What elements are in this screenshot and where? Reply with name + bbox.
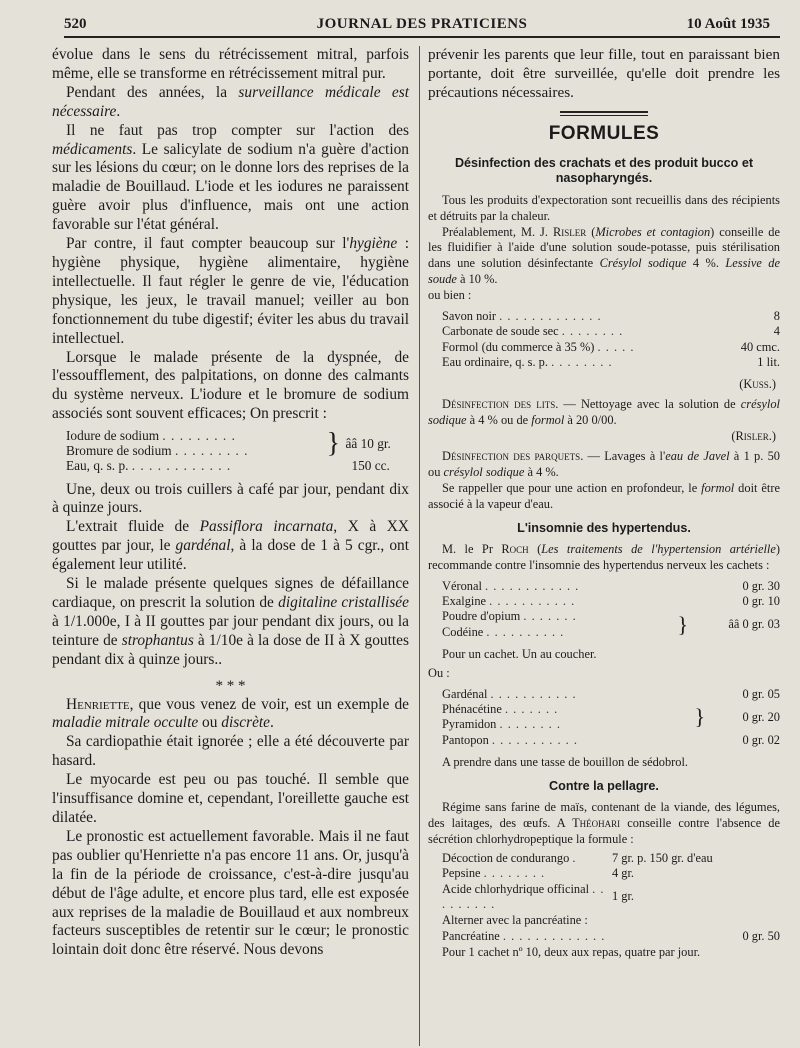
ingredient: Carbonate de soude sec . . . . . . . . bbox=[442, 324, 624, 339]
dose: 1 lit. bbox=[757, 354, 780, 369]
paragraph: L'extrait fluide de Passiflora incarnata, X à XX gouttes par jour, le gardénal, à la dose de 1 à 5 cgr., ont également leur utilité. bbox=[52, 518, 409, 574]
right-column bbox=[428, 46, 780, 960]
dose: 0 gr. 30 bbox=[742, 578, 780, 593]
paragraph: Lorsque le malade présente de la dyspnée, de l'essoufflement, des palpitations, on donne des calmants du système nerveux. L'iodure et le bromure de sodium associés sont souvent efficaces; On prescrit : bbox=[52, 348, 409, 423]
brace: } bbox=[677, 611, 689, 637]
page-number: 520 bbox=[64, 16, 87, 32]
dose: 150 cc. bbox=[351, 457, 390, 473]
paragraph: ou bien : bbox=[428, 288, 472, 303]
ingredient: Pancréatine . . . . . . . . . . . . . bbox=[442, 929, 606, 944]
prescription-savon bbox=[428, 309, 780, 370]
paragraph: prévenir les parents que leur fille, tout en paraissant bien portante, doit être surveillée, qu'elle doit prendre les précautions nécessaires. bbox=[428, 46, 780, 101]
issue-date: 10 Août 1935 bbox=[686, 16, 770, 32]
left-column bbox=[52, 46, 409, 960]
dose: 0 gr. 50 bbox=[742, 929, 780, 944]
ingredient: Pepsine . . . . . . . . bbox=[442, 866, 546, 881]
ingredient: Acide chlorhydrique officinal . . . . . . . . . bbox=[442, 881, 605, 912]
dose: 4 bbox=[773, 324, 780, 339]
ingredient: Décoction de condurango . bbox=[442, 851, 577, 866]
ingredient: Phénacétine . . . . . . . bbox=[442, 702, 559, 717]
paragraph: Une, deux ou trois cuillers à café par jour, pendant dix à quinze jours. bbox=[52, 480, 409, 517]
dose: ââ 0 gr. 03 bbox=[728, 617, 780, 632]
paragraph: Pendant des années, la surveillance médicale est nécessaire. bbox=[52, 83, 410, 120]
ingredient: Bromure de sodium . . . . . . . . . bbox=[66, 442, 249, 458]
subsection-title: Désinfection des crachats et des produit bucco et nasopharyngés. bbox=[454, 155, 754, 186]
paragraph: Le pronostic est actuellement favorable. Mais il ne faut pas oublier qu'Henriette n'a pas encore 11 ans. Or, jusqu'à la fin de la période de croissance, c'est-à-dire jusqu'au début de l'âge adulte, et encore plus tard, elle est exposée aux reprises de la maladie de Bouillaud et aux nombreux facteurs susceptibles de retentir sur le cœur; le pronostic lointain doit donc être réservé. Nous devons bbox=[52, 827, 409, 959]
prescription-condurango bbox=[428, 851, 780, 912]
section-title: FORMULES bbox=[548, 122, 660, 144]
ingredient: Iodure de sodium . . . . . . . . . bbox=[66, 428, 236, 444]
ingredient: Gardénal . . . . . . . . . . . bbox=[442, 686, 577, 701]
paragraph: Pour un cachet. Un au coucher. bbox=[442, 647, 597, 661]
page-header bbox=[64, 12, 780, 38]
paragraph: A prendre dans une tasse de bouillon de sédobrol. bbox=[442, 755, 689, 769]
paragraph: Par contre, il faut compter beaucoup sur l'hygiène : hygiène physique, hygiène alimentaire, hygiène intellectuelle. Il faut régler le genre de vie, l'éducation physique, les jeux, le travail manuel; veiller au bon fonctionnement du tube digestif; éviter les abus du travail intellectuel. bbox=[52, 235, 409, 347]
ingredient: Eau, q. s. p. . . . . . . . . . . . . bbox=[66, 457, 232, 473]
ingredient: Codéine . . . . . . . . . . bbox=[442, 624, 565, 639]
ingredient: Pantopon . . . . . . . . . . . bbox=[442, 732, 578, 747]
source-signature: (Risler.) bbox=[731, 428, 776, 443]
brace: } bbox=[326, 427, 341, 459]
paragraph: Sa cardiopathie était ignorée ; elle a été découverte par hasard. bbox=[52, 733, 409, 770]
dose: ââ 10 gr. bbox=[345, 435, 391, 451]
paragraph: M. le Pr Roch (Les traitements de l'hypertension artérielle) recommande contre l'insomnie des hypertendus nerveux les cachets : bbox=[428, 542, 780, 572]
paragraph: Henriette, que vous venez de voir, est un exemple de maladie mitrale occulte ou discrète. bbox=[52, 695, 409, 732]
paragraph: Tous les produits d'expectoration sont recueillis dans des récipients et détruits par la chaleur. bbox=[428, 192, 780, 223]
paragraph: Pour 1 cachet nº 10, deux aux repas, quatre par jour. bbox=[442, 944, 701, 959]
dose: 1 gr. bbox=[612, 889, 635, 904]
paragraph: Le myocarde est peu ou pas touché. Il semble que l'insuffisance domine et, cependant, l'oreillette gauche est dilatée. bbox=[52, 771, 409, 827]
dose: 4 gr. bbox=[612, 866, 635, 881]
prescription-pancreatine bbox=[428, 929, 780, 944]
ingredient: Véronal . . . . . . . . . . . . bbox=[442, 578, 580, 593]
dose: 7 gr. p. 150 gr. d'eau bbox=[612, 851, 713, 866]
paragraph: Se rappeller que pour une action en profondeur, le formol doit être associé à la vapeur d'eau. bbox=[428, 480, 780, 511]
prescription-iodure bbox=[52, 429, 409, 473]
prescription-veronal bbox=[428, 579, 780, 640]
paragraph: Alterner avec la pancréatine : bbox=[442, 913, 588, 928]
ingredient: Savon noir . . . . . . . . . . . . . bbox=[442, 309, 602, 324]
paragraph: Si le malade présente quelques signes de défaillance cardiaque, on prescrit la solution de digitaline cristallisée à 1/1.000e, I à II gouttes par jour pendant dix jours, ou la teinture de strophantus à 1/10e à la dose de II à X gouttes pendant dix à quinze jours.. bbox=[52, 575, 409, 668]
source-signature: (Kuss.) bbox=[739, 377, 776, 392]
journal-title: JOURNAL DES PRATICIENS bbox=[316, 16, 528, 32]
dose: 0 gr. 20 bbox=[742, 709, 780, 724]
subsection-title: Contre la pellagre. bbox=[549, 778, 659, 793]
paragraph: Préalablement, M. J. Risler (Microbes et contagion) conseille de les fluidifier à l'aide d'une solution soude-potasse, puis stérilisation dans une solution désinfectante Crésylol sodique 4 %. Lessive de soude à 10 %. bbox=[428, 224, 781, 287]
dose: 0 gr. 02 bbox=[742, 732, 780, 747]
paragraph: Régime sans farine de maïs, contenant de la viande, des légumes, des laitages, des œufs. A Théohari conseille contre l'absence de sécrétion chlorhydropeptique la formule : bbox=[428, 800, 780, 847]
paragraph: Désinfection des lits. — Nettoyage avec la solution de crésylol sodique à 4 % ou de formol à 20 0/00. bbox=[428, 397, 780, 428]
double-rule bbox=[560, 111, 648, 116]
paragraph: Ou : bbox=[428, 665, 450, 680]
subsection-title: L'insomnie des hypertendus. bbox=[517, 520, 691, 535]
prescription-gardenal bbox=[428, 687, 780, 748]
dose: 8 bbox=[773, 309, 780, 324]
dose: 0 gr. 05 bbox=[742, 686, 780, 701]
dose: 0 gr. 10 bbox=[742, 594, 780, 609]
paragraph: évolue dans le sens du rétrécissement mitral, parfois même, elle se transforme en rétrécissement mitral pur. bbox=[52, 46, 409, 82]
ingredient: Formol (du commerce à 35 %) . . . . . bbox=[442, 339, 635, 354]
ingredient: Pyramidon . . . . . . . . bbox=[442, 717, 561, 732]
section-separator: * * * bbox=[215, 677, 246, 694]
ingredient: Poudre d'opium . . . . . . . bbox=[442, 609, 577, 624]
column-divider bbox=[419, 46, 420, 1046]
ingredient: Exalgine . . . . . . . . . . . bbox=[442, 594, 576, 609]
ingredient: Eau ordinaire, q. s. p. . . . . . . . . bbox=[442, 354, 613, 369]
brace: } bbox=[694, 704, 706, 730]
dose: 40 cmc. bbox=[740, 339, 780, 354]
paragraph: Désinfection des parquets. — Lavages à l'eau de Javel à 1 p. 50 ou crésylol sodique à 4 %. bbox=[428, 448, 780, 479]
paragraph: Il ne faut pas trop compter sur l'action des médicaments. Le salicylate de sodium n'a guère d'action sur les lésions du cœur; on le donne lors des reprises de la maladie de Bouillaud. L'iode et les iodures ne paraissent guère avoir plus d'influence, mais ont une action favorable sur l'état général. bbox=[52, 121, 409, 234]
